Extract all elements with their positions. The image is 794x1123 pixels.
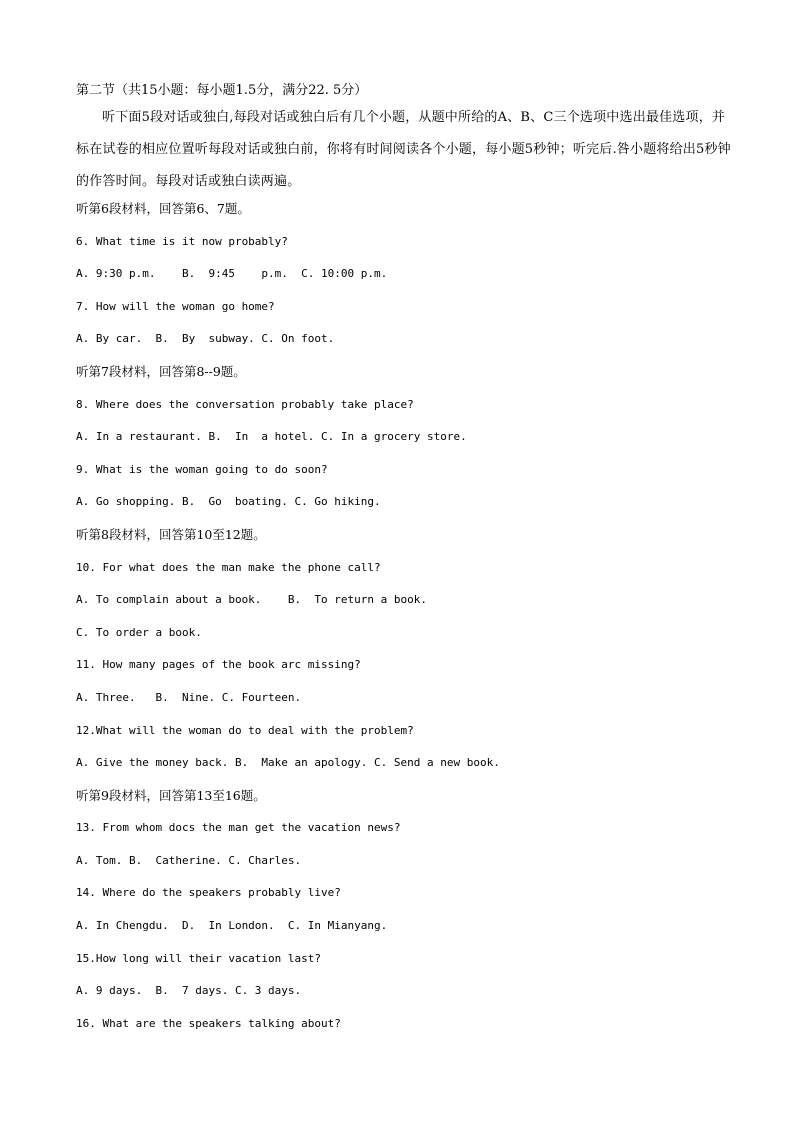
answer-options: A. Go shopping. B. Go boating. C. Go hiking. <box>76 495 381 509</box>
answer-options: A. 9 days. B. 7 days. C. 3 days. <box>76 984 302 998</box>
answer-options: A. Give the money back. B. Make an apology. C. Send a new book. <box>76 756 500 770</box>
material-heading: 听第7段材料，回答第8--9题。 <box>76 363 246 379</box>
section-heading: 第二节（共15小题：每小题1.5分，满分22. 5分） <box>76 83 368 98</box>
question-text: 7. How will the woman go home? <box>76 299 275 313</box>
answer-options: A. To complain about a book. B. To return a book. <box>76 593 427 607</box>
question-text: 6. What time is it now probably? <box>76 234 288 248</box>
answer-options: A. 9:30 p.m. B. 9:45 p.m. C. 10:00 p.m. <box>76 267 388 281</box>
question-text: 13. From whom docs the man get the vacation news? <box>76 821 401 835</box>
answer-options: A. By car. B. By subway. C. On foot. <box>76 332 335 346</box>
material-heading: 听第6段材料，回答第6、7题。 <box>76 201 250 216</box>
instructions-paragraph: 听下面5段对话或独白,每段对话或独白后有几个小题，从题中所给的A、B、C三个选项中选出最佳选项，并标在试卷的相应位置听每段对话或独白前，你将有时间阅读各个小题，每小题5秒钟；听完后.咎小题将给出5秒钟的作答时间。每段对话或独白读两遍。 <box>76 110 731 189</box>
question-text: 12.What will the woman do to deal with the problem? <box>76 723 414 737</box>
material-heading: 听第9段材料，回答第13至16题。 <box>76 787 266 803</box>
answer-options: C. To order a book. <box>76 625 202 639</box>
question-text: 14. Where do the speakers probably live? <box>76 886 341 900</box>
question-list <box>76 198 736 1035</box>
question-text: 10. For what does the man make the phone call? <box>76 560 381 574</box>
question-text: 9. What is the woman going to do soon? <box>76 462 328 476</box>
answer-options: A. Three. B. Nine. C. Fourteen. <box>76 690 302 704</box>
answer-options: A. Tom. B. Catherine. C. Charles. <box>76 853 302 867</box>
answer-options: A. In Chengdu. D. In London. C. In Mianyang. <box>76 919 388 933</box>
answer-options: A. In a restaurant. B. In a hotel. C. In a grocery store. <box>76 430 467 444</box>
material-heading: 听第8段材料，回答第10至12题。 <box>76 526 266 542</box>
question-text: 11. How many pages of the book arc missing? <box>76 658 361 672</box>
exam-page <box>76 80 736 1035</box>
question-text: 8. Where does the conversation probably take place? <box>76 397 414 411</box>
question-text: 16. What are the speakers talking about? <box>76 1016 341 1030</box>
question-text: 15.How long will their vacation last? <box>76 951 322 965</box>
